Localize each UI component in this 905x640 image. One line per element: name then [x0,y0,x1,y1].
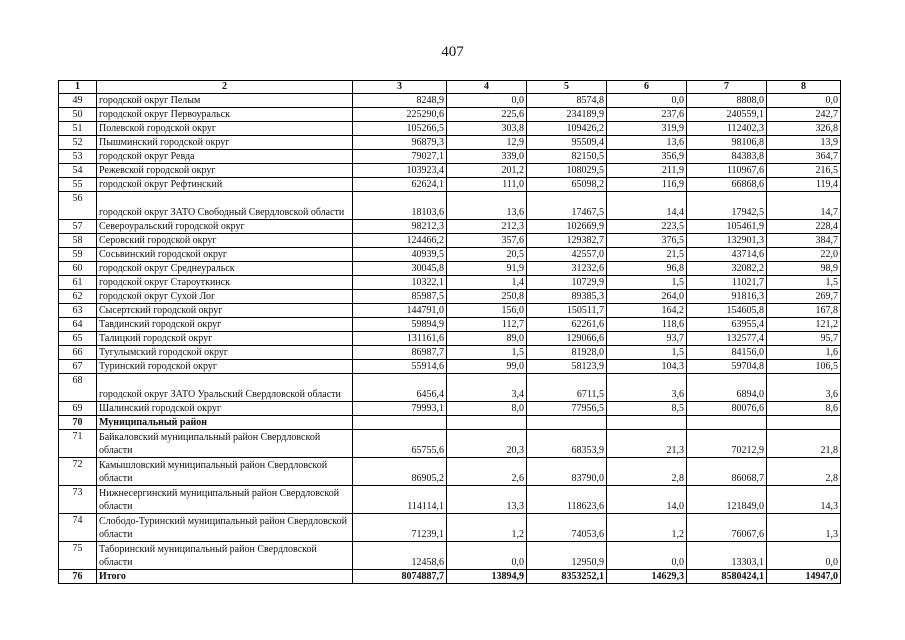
cell-col-8: 14,7 [767,192,841,220]
cell-col-3: 71239,1 [353,514,447,542]
cell-col-6: 1,5 [607,276,687,290]
row-number: 52 [59,136,97,150]
cell-col-8: 13,9 [767,136,841,150]
cell-col-5: 83790,0 [527,458,607,486]
cell-col-6: 264,0 [607,290,687,304]
cell-col-6: 118,6 [607,318,687,332]
cell-col-7: 8808,0 [687,94,767,108]
cell-col-6: 319,9 [607,122,687,136]
cell-col-3: 124466,2 [353,234,447,248]
cell-col-8: 8,6 [767,402,841,416]
cell-col-5: 89385,3 [527,290,607,304]
row-number: 69 [59,402,97,416]
cell-col-8: 228,4 [767,220,841,234]
cell-col-8: 119,4 [767,178,841,192]
cell-col-8: 1,3 [767,514,841,542]
cell-col-7 [687,416,767,430]
cell-col-4: 20,5 [447,248,527,262]
municipality-name: Сосьвинский городской округ [97,248,353,262]
cell-col-4: 201,2 [447,164,527,178]
cell-col-4: 8,0 [447,402,527,416]
cell-col-6: 3,6 [607,374,687,402]
cell-col-3: 30045,8 [353,262,447,276]
cell-col-4: 225,6 [447,108,527,122]
cell-col-8: 14947,0 [767,570,841,584]
cell-col-8: 98,9 [767,262,841,276]
cell-col-5: 129066,6 [527,332,607,346]
cell-col-5: 234189,9 [527,108,607,122]
cell-col-3: 79027,1 [353,150,447,164]
cell-col-6 [607,416,687,430]
cell-col-6: 356,9 [607,150,687,164]
cell-col-8 [767,416,841,430]
cell-col-4: 20,3 [447,430,527,458]
cell-col-6: 0,0 [607,94,687,108]
cell-col-4: 1,4 [447,276,527,290]
cell-col-3: 62624,1 [353,178,447,192]
table-row [59,514,841,542]
cell-col-7: 76067,6 [687,514,767,542]
row-number: 71 [59,430,97,458]
table-row [59,178,841,192]
cell-col-6: 1,5 [607,346,687,360]
cell-col-5: 42557,0 [527,248,607,262]
cell-col-5: 17467,5 [527,192,607,220]
cell-col-7: 86068,7 [687,458,767,486]
cell-col-3: 96879,3 [353,136,447,150]
cell-col-8: 106,5 [767,360,841,374]
cell-col-7: 84156,0 [687,346,767,360]
cell-col-6: 8,5 [607,402,687,416]
cell-col-8: 167,8 [767,304,841,318]
cell-col-7: 132577,4 [687,332,767,346]
row-number: 54 [59,164,97,178]
cell-col-4: 13,3 [447,486,527,514]
cell-col-8: 3,6 [767,374,841,402]
table-row [59,234,841,248]
cell-col-4: 91,9 [447,262,527,276]
cell-col-3: 65755,6 [353,430,447,458]
cell-col-4: 89,0 [447,332,527,346]
row-number: 49 [59,94,97,108]
table-row [59,136,841,150]
cell-col-5: 102669,9 [527,220,607,234]
cell-col-7: 43714,6 [687,248,767,262]
municipality-name: городской округ ЗАТО Свободный Свердловской области [97,192,353,220]
table-row [59,458,841,486]
table-row [59,360,841,374]
table-row [59,262,841,276]
cell-col-3: 6456,4 [353,374,447,402]
cell-col-7: 13303,1 [687,542,767,570]
municipality-name: Серовский городской округ [97,234,353,248]
cell-col-4: 12,9 [447,136,527,150]
table-row [59,430,841,458]
cell-col-6: 21,5 [607,248,687,262]
column-header: 8 [767,81,841,94]
cell-col-3: 79993,1 [353,402,447,416]
cell-col-3: 86905,2 [353,458,447,486]
municipality-name: Слободо-Туринский муниципальный район Свердловской области [97,514,353,542]
cell-col-7: 91816,3 [687,290,767,304]
cell-col-7: 84383,8 [687,150,767,164]
table-row [59,486,841,514]
cell-col-6: 116,9 [607,178,687,192]
municipality-name: Байкаловский муниципальный район Свердловской области [97,430,353,458]
cell-col-7: 8580424,1 [687,570,767,584]
table-row [59,248,841,262]
cell-col-5: 81928,0 [527,346,607,360]
municipality-name: городской округ ЗАТО Уральский Свердловской области [97,374,353,402]
budget-table [58,80,841,584]
page-number: 407 [441,44,464,60]
cell-col-3: 55914,6 [353,360,447,374]
cell-col-8: 364,7 [767,150,841,164]
table-row [59,192,841,220]
municipality-name: Таборинский муниципальный район Свердловской области [97,542,353,570]
municipality-name: городской округ Староуткинск [97,276,353,290]
cell-col-3: 18103,6 [353,192,447,220]
row-number: 75 [59,542,97,570]
row-number: 53 [59,150,97,164]
cell-col-4 [447,416,527,430]
cell-col-7: 154605,8 [687,304,767,318]
table-row [59,374,841,402]
row-number: 72 [59,458,97,486]
cell-col-3: 103923,4 [353,164,447,178]
table-row [59,108,841,122]
municipality-name: Итого [97,570,353,584]
cell-col-4: 111,0 [447,178,527,192]
row-number: 51 [59,122,97,136]
cell-col-3: 114114,1 [353,486,447,514]
cell-col-4: 357,6 [447,234,527,248]
cell-col-5: 129382,7 [527,234,607,248]
municipality-name: Туринский городской округ [97,360,353,374]
column-header: 2 [97,81,353,94]
municipality-name: Североуральский городской округ [97,220,353,234]
cell-col-6: 104,3 [607,360,687,374]
cell-col-5: 58123,9 [527,360,607,374]
row-number: 63 [59,304,97,318]
table-row [59,332,841,346]
cell-col-7: 63955,4 [687,318,767,332]
table-header-row [59,81,841,94]
cell-col-6: 14,0 [607,486,687,514]
row-number: 57 [59,220,97,234]
row-number: 65 [59,332,97,346]
municipality-name: городской округ Рефтинский [97,178,353,192]
table-row [59,94,841,108]
row-number: 68 [59,374,97,402]
cell-col-3: 144791,0 [353,304,447,318]
municipality-name: Шалинский городской округ [97,402,353,416]
column-header: 1 [59,81,97,94]
cell-col-8: 242,7 [767,108,841,122]
municipality-name: городской округ Ревда [97,150,353,164]
table-row [59,346,841,360]
cell-col-4: 156,0 [447,304,527,318]
cell-col-6: 211,9 [607,164,687,178]
row-number: 67 [59,360,97,374]
cell-col-4: 99,0 [447,360,527,374]
cell-col-5: 77956,5 [527,402,607,416]
table-row [59,150,841,164]
cell-col-4: 339,0 [447,150,527,164]
row-number: 70 [59,416,97,430]
column-header: 5 [527,81,607,94]
cell-col-4: 112,7 [447,318,527,332]
cell-col-7: 6894,0 [687,374,767,402]
row-number: 50 [59,108,97,122]
municipality-name: Пышминский городской округ [97,136,353,150]
table-row [59,122,841,136]
municipality-name: Тавдинский городской округ [97,318,353,332]
cell-col-5: 31232,6 [527,262,607,276]
column-header: 3 [353,81,447,94]
cell-col-4: 212,3 [447,220,527,234]
row-number: 58 [59,234,97,248]
cell-col-5: 82150,5 [527,150,607,164]
table-row [59,276,841,290]
cell-col-8: 14,3 [767,486,841,514]
cell-col-7: 240559,1 [687,108,767,122]
cell-col-7: 132901,3 [687,234,767,248]
municipality-name: Сысертский городской округ [97,304,353,318]
table-row [59,164,841,178]
cell-col-7: 59704,8 [687,360,767,374]
cell-col-8: 0,0 [767,542,841,570]
cell-col-7: 11021,7 [687,276,767,290]
municipality-name: Камышловский муниципальный район Свердловской области [97,458,353,486]
cell-col-8: 1,6 [767,346,841,360]
table-row [59,402,841,416]
cell-col-4: 13,6 [447,192,527,220]
cell-col-3: 98212,3 [353,220,447,234]
cell-col-5: 74053,6 [527,514,607,542]
cell-col-4: 0,0 [447,94,527,108]
row-number: 61 [59,276,97,290]
cell-col-6: 13,6 [607,136,687,150]
cell-col-6: 237,6 [607,108,687,122]
cell-col-5: 68353,9 [527,430,607,458]
cell-col-4: 3,4 [447,374,527,402]
cell-col-5: 8574,8 [527,94,607,108]
row-number: 55 [59,178,97,192]
table-row [59,416,841,430]
cell-col-7: 66868,6 [687,178,767,192]
row-number: 76 [59,570,97,584]
cell-col-4: 303,8 [447,122,527,136]
table-row [59,220,841,234]
cell-col-5: 10729,9 [527,276,607,290]
cell-col-8: 384,7 [767,234,841,248]
cell-col-5: 12950,9 [527,542,607,570]
cell-col-7: 112402,3 [687,122,767,136]
row-number: 64 [59,318,97,332]
table-row [59,318,841,332]
cell-col-3 [353,416,447,430]
cell-col-6: 93,7 [607,332,687,346]
cell-col-6: 0,0 [607,542,687,570]
cell-col-7: 70212,9 [687,430,767,458]
table-row [59,542,841,570]
cell-col-6: 376,5 [607,234,687,248]
cell-col-8: 95,7 [767,332,841,346]
cell-col-4: 2,6 [447,458,527,486]
cell-col-7: 32082,2 [687,262,767,276]
table-row [59,304,841,318]
municipality-name: Тугулымский городской округ [97,346,353,360]
cell-col-8: 21,8 [767,430,841,458]
cell-col-8: 121,2 [767,318,841,332]
cell-col-6: 223,5 [607,220,687,234]
cell-col-7: 98106,8 [687,136,767,150]
cell-col-6: 1,2 [607,514,687,542]
cell-col-6: 14629,3 [607,570,687,584]
cell-col-5: 8353252,1 [527,570,607,584]
cell-col-7: 80076,6 [687,402,767,416]
cell-col-8: 216,5 [767,164,841,178]
cell-col-8: 22,0 [767,248,841,262]
cell-col-8: 2,8 [767,458,841,486]
cell-col-8: 269,7 [767,290,841,304]
cell-col-5: 95509,4 [527,136,607,150]
cell-col-4: 0,0 [447,542,527,570]
cell-col-5: 6711,5 [527,374,607,402]
table-row [59,290,841,304]
municipality-name: городской округ Сухой Лог [97,290,353,304]
municipality-name: Режевской городской округ [97,164,353,178]
cell-col-3: 225290,6 [353,108,447,122]
cell-col-5: 109426,2 [527,122,607,136]
cell-col-8: 0,0 [767,94,841,108]
table-row [59,570,841,584]
municipality-name: городской округ Пелым [97,94,353,108]
cell-col-7: 17942,5 [687,192,767,220]
cell-col-3: 105266,5 [353,122,447,136]
column-header: 6 [607,81,687,94]
cell-col-3: 8248,9 [353,94,447,108]
row-number: 59 [59,248,97,262]
cell-col-6: 96,8 [607,262,687,276]
row-number: 56 [59,192,97,220]
cell-col-7: 121849,0 [687,486,767,514]
municipality-name: городской округ Первоуральск [97,108,353,122]
cell-col-6: 2,8 [607,458,687,486]
municipality-name: Муниципальный район [97,416,353,430]
cell-col-3: 59894,9 [353,318,447,332]
cell-col-6: 164,2 [607,304,687,318]
cell-col-4: 1,2 [447,514,527,542]
cell-col-8: 1,5 [767,276,841,290]
cell-col-4: 13894,9 [447,570,527,584]
column-header: 4 [447,81,527,94]
cell-col-3: 8074887,7 [353,570,447,584]
cell-col-5: 150511,7 [527,304,607,318]
cell-col-7: 105461,9 [687,220,767,234]
table-body [59,94,841,584]
cell-col-8: 326,8 [767,122,841,136]
cell-col-5: 65098,2 [527,178,607,192]
municipality-name: Полевской городской округ [97,122,353,136]
cell-col-3: 85987,5 [353,290,447,304]
cell-col-7: 110967,6 [687,164,767,178]
cell-col-5: 62261,6 [527,318,607,332]
cell-col-4: 250,8 [447,290,527,304]
row-number: 62 [59,290,97,304]
municipality-name: Талицкий городской округ [97,332,353,346]
municipality-name: городской округ Среднеуральск [97,262,353,276]
cell-col-5: 118623,6 [527,486,607,514]
cell-col-3: 10322,1 [353,276,447,290]
row-number: 74 [59,514,97,542]
cell-col-3: 40939,5 [353,248,447,262]
row-number: 66 [59,346,97,360]
cell-col-4: 1,5 [447,346,527,360]
cell-col-5: 108029,5 [527,164,607,178]
cell-col-5 [527,416,607,430]
municipality-name: Нижнесергинский муниципальный район Свердловской области [97,486,353,514]
cell-col-6: 21,3 [607,430,687,458]
row-number: 73 [59,486,97,514]
cell-col-3: 12458,6 [353,542,447,570]
column-header: 7 [687,81,767,94]
cell-col-6: 14,4 [607,192,687,220]
row-number: 60 [59,262,97,276]
cell-col-3: 131161,6 [353,332,447,346]
cell-col-3: 86987,7 [353,346,447,360]
